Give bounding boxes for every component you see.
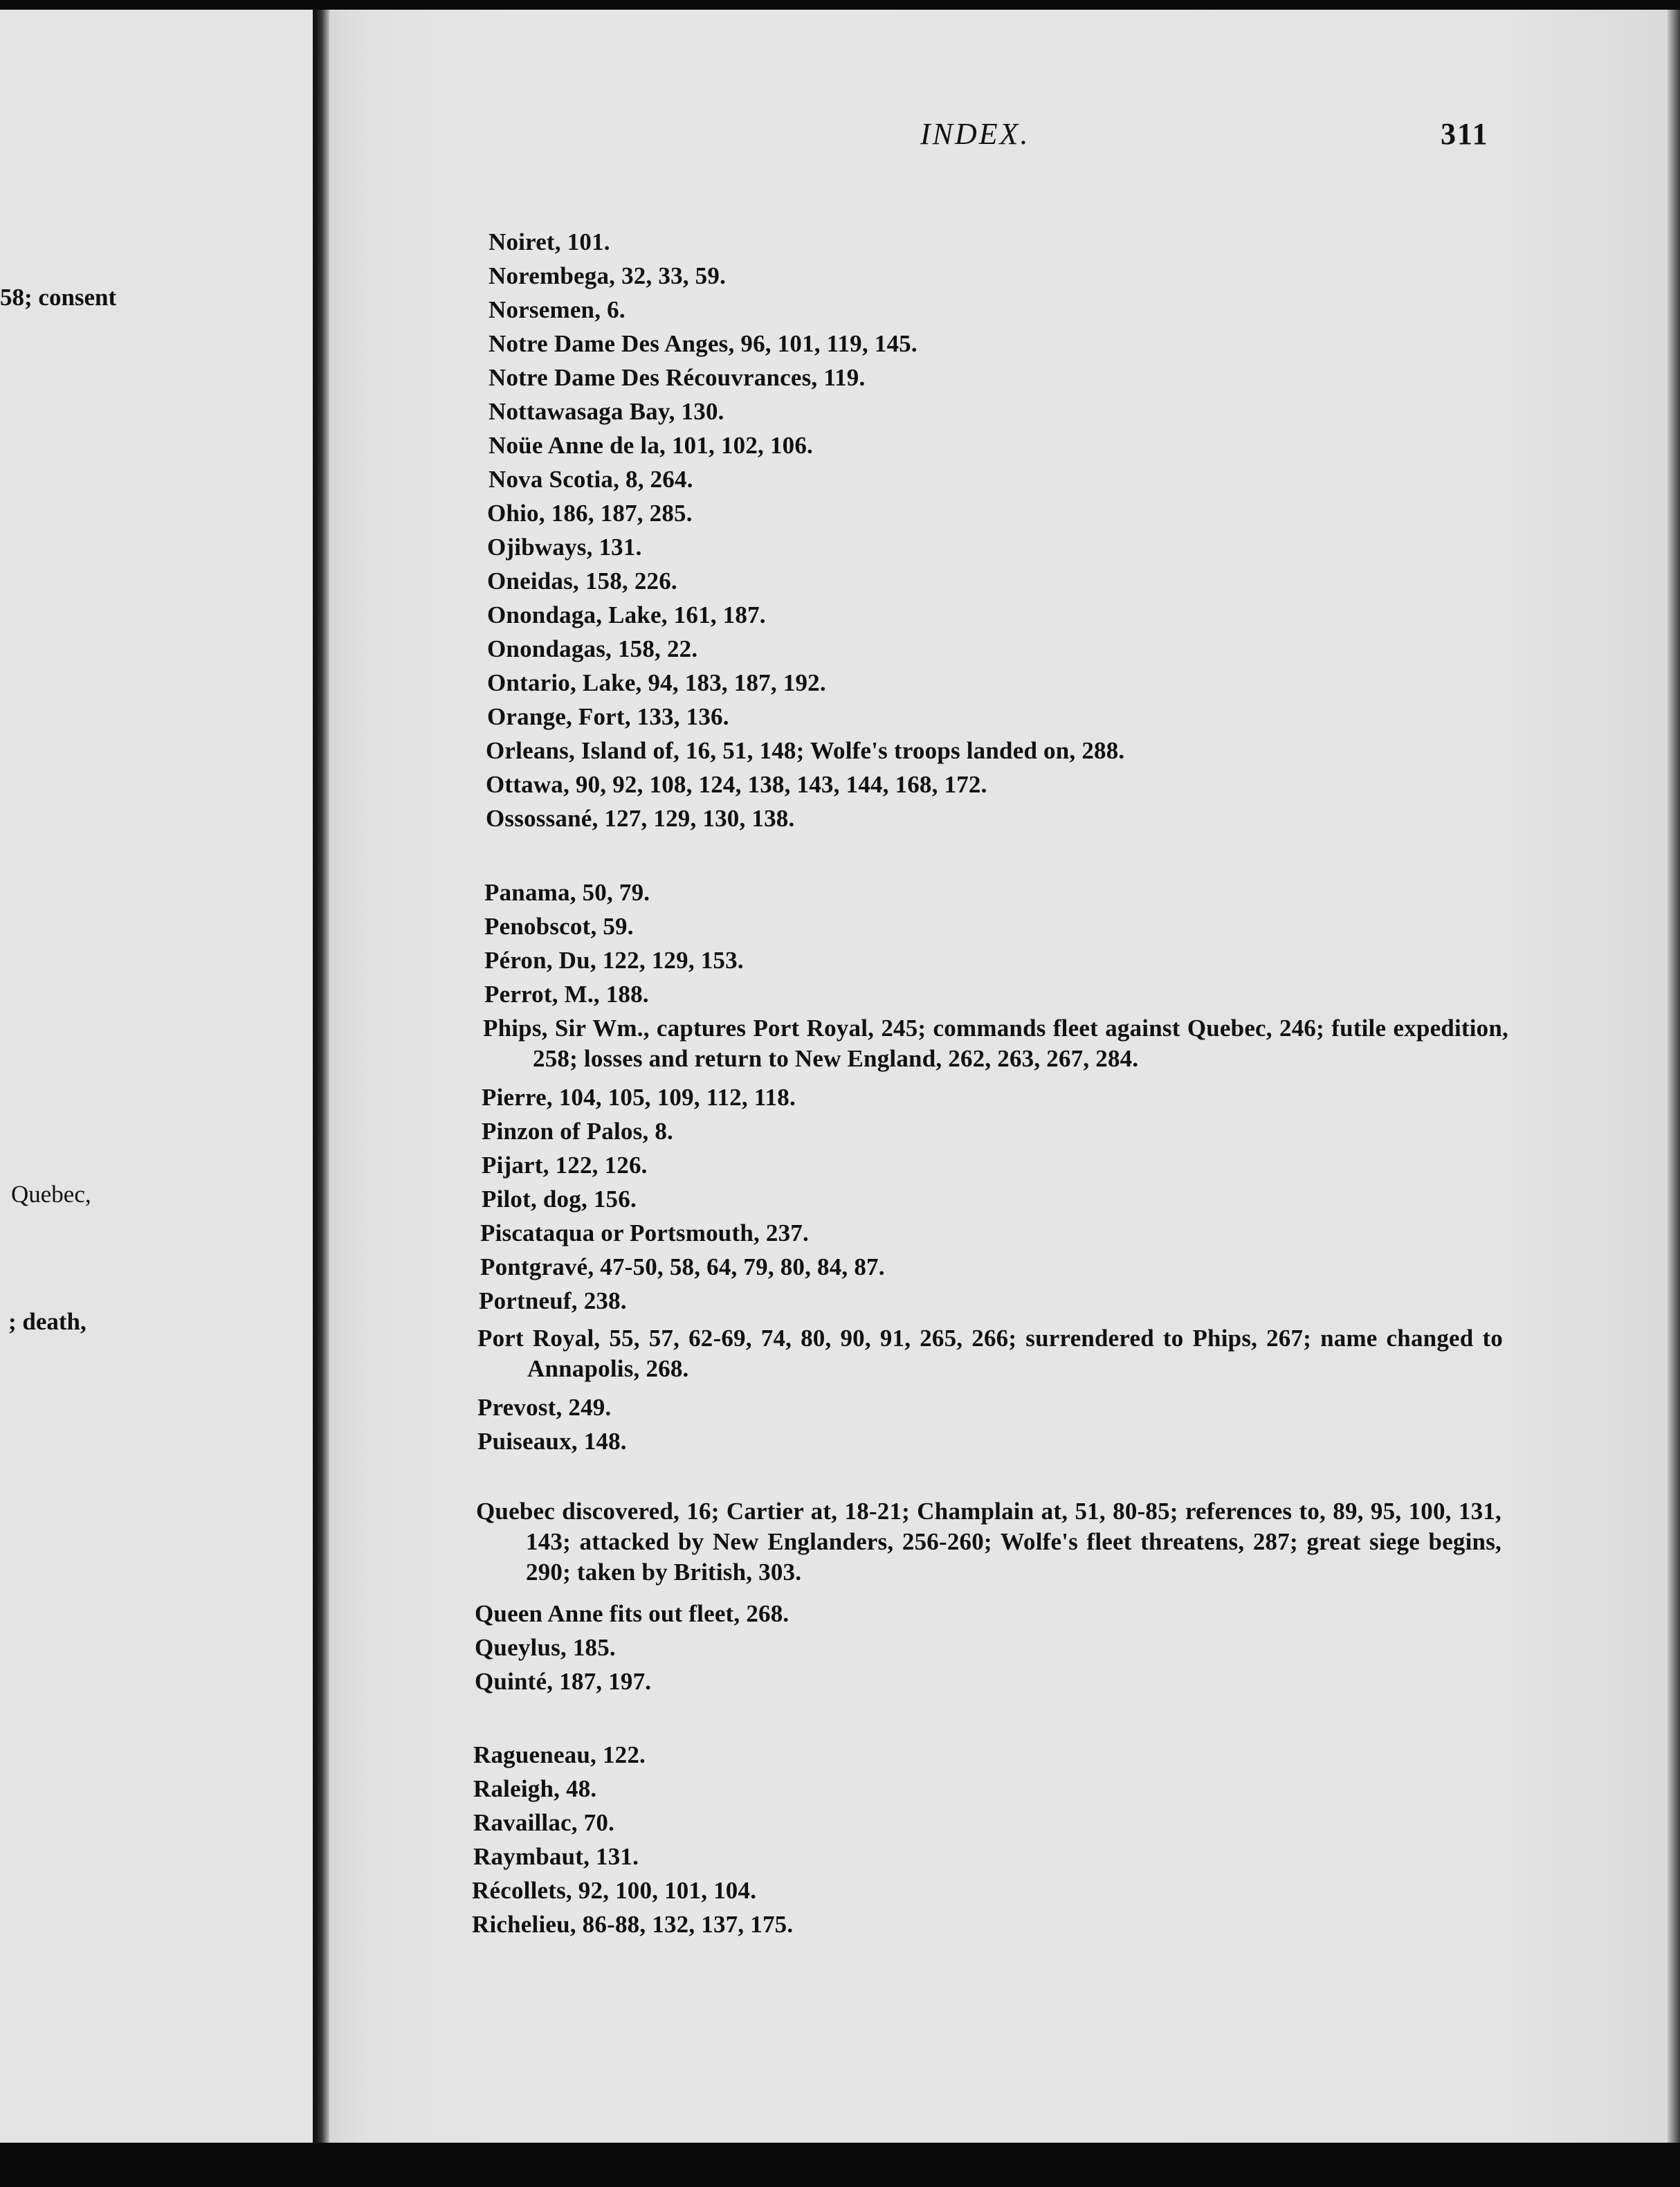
index-entry: Port Royal, 55, 57, 62-69, 74, 80, 90, 91, 265, 266; surrendered to Phips, 267; name changed to Annapolis, 268. [477, 1325, 1503, 1382]
index-entry: Notre Dame Des Récouvrances, 119. [489, 364, 866, 391]
scan-bottom-border [0, 2143, 1680, 2187]
running-head: INDEX. [920, 117, 1030, 151]
left-page-text-fragment: 58; consent [0, 284, 117, 311]
index-entry: Ohio, 186, 187, 285. [487, 500, 693, 527]
index-entry: Ottawa, 90, 92, 108, 124, 138, 143, 144, 168, 172. [486, 771, 987, 798]
index-entry: Pinzon of Palos, 8. [482, 1118, 673, 1145]
index-entry: Panama, 50, 79. [484, 879, 650, 906]
index-entry: Notre Dame Des Anges, 96, 101, 119, 145. [489, 330, 917, 357]
index-entry: Queylus, 185. [475, 1634, 616, 1661]
index-entry: Ojibways, 131. [487, 534, 642, 561]
page-gutter [317, 10, 329, 2143]
index-entry: Raymbaut, 131. [473, 1843, 639, 1870]
page-number: 311 [1441, 117, 1489, 151]
index-entry: Prevost, 249. [477, 1394, 612, 1421]
index-entry: Nottawasaga Bay, 130. [489, 398, 724, 425]
index-entry: Récollets, 92, 100, 101, 104. [472, 1877, 757, 1904]
index-entry: Pierre, 104, 105, 109, 112, 118. [482, 1084, 796, 1111]
left-page-text-fragment: ; death, [8, 1308, 86, 1335]
index-entry: Puiseaux, 148. [477, 1428, 627, 1455]
previous-page-fragment [0, 10, 317, 2143]
index-entry: Piscataqua or Portsmouth, 237. [480, 1219, 809, 1246]
index-entry: Oneidas, 158, 226. [487, 568, 677, 595]
index-entry: Phips, Sir Wm., captures Port Royal, 245; commands fleet against Quebec, 246; futile expedition, 258; losses and return to New England, 262, 263, 267, 284. [483, 1015, 1508, 1072]
left-page-text-fragment: Quebec, [11, 1181, 91, 1208]
index-entry: Noiret, 101. [489, 228, 610, 255]
index-entry: Pilot, dog, 156. [482, 1186, 637, 1213]
index-entry: Quebec discovered, 16; Cartier at, 18-21; Champlain at, 51, 80-85; references to, 89, 95, 100, 131, 143; attacked by New Englanders, 256-260; Wolfe's fleet threatens, 287; great siege begins, 290; taken by British, 303. [476, 1498, 1501, 1586]
index-entry: Ossossané, 127, 129, 130, 138. [486, 805, 795, 832]
index-entry: Penobscot, 59. [484, 913, 634, 940]
index-entry: Norembega, 32, 33, 59. [489, 262, 727, 289]
index-entry: Orange, Fort, 133, 136. [487, 703, 729, 730]
index-entry: Raleigh, 48. [473, 1775, 597, 1802]
index-entry: Quinté, 187, 197. [475, 1668, 652, 1695]
index-entry: Ontario, Lake, 94, 183, 187, 192. [487, 669, 826, 696]
index-entry: Nova Scotia, 8, 264. [489, 466, 693, 493]
index-entry: Perrot, M., 188. [484, 981, 649, 1008]
index-entry: Norsemen, 6. [489, 296, 626, 323]
index-entry: Noüe Anne de la, 101, 102, 106. [489, 432, 814, 459]
index-entry: Ravaillac, 70. [473, 1809, 615, 1836]
index-entry: Péron, Du, 122, 129, 153. [484, 947, 744, 974]
index-entry: Portneuf, 238. [479, 1287, 627, 1314]
index-entry: Queen Anne fits out fleet, 268. [475, 1600, 789, 1627]
index-entry: Pijart, 122, 126. [482, 1152, 648, 1179]
page-edge-shadow [1668, 10, 1680, 2143]
index-entry: Ragueneau, 122. [473, 1741, 646, 1768]
index-entry: Orleans, Island of, 16, 51, 148; Wolfe's troops landed on, 288. [486, 737, 1125, 764]
index-entry: Pontgravé, 47-50, 58, 64, 79, 80, 84, 87. [480, 1253, 885, 1280]
index-entry: Onondagas, 158, 22. [487, 635, 698, 662]
index-entry: Richelieu, 86-88, 132, 137, 175. [472, 1911, 794, 1938]
index-entry: Onondaga, Lake, 161, 187. [487, 601, 766, 628]
